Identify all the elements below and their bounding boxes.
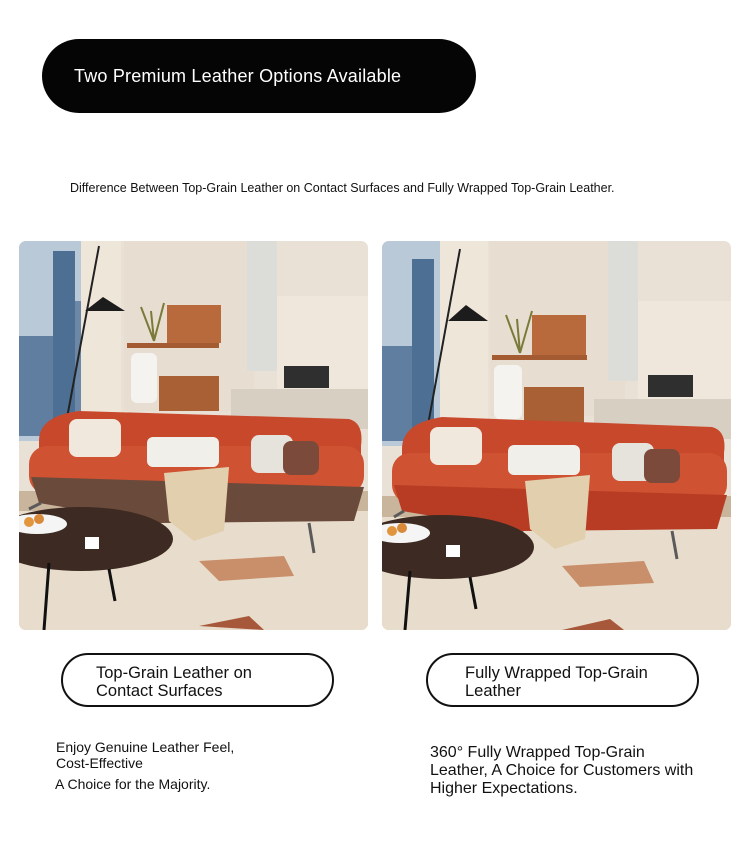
- description-line: Cost-Effective: [56, 755, 143, 771]
- option-label-text: [465, 664, 648, 700]
- description-line: Leather, A Choice for Customers with: [430, 762, 694, 779]
- description-line: Enjoy Genuine Leather Feel,: [56, 739, 235, 755]
- sofa-photo-fully-wrapped: [382, 241, 731, 630]
- description-line: 360° Fully Wrapped Top-Grain: [430, 744, 645, 761]
- description-line: Higher Expectations.: [430, 780, 578, 797]
- option-label-line: Contact Surfaces: [96, 682, 223, 700]
- option-description-contact-surfaces-tagline: A Choice for the Majority.: [55, 776, 211, 792]
- option-label-text: [96, 664, 252, 700]
- comparison-subtitle: Difference Between Top-Grain Leather on Contact Surfaces and Fully Wrapped Top-Grain Leather.: [70, 181, 615, 195]
- banner-title: Two Premium Leather Options Available: [74, 66, 402, 86]
- option-description-fully-wrapped: [430, 744, 730, 798]
- option-label-contact-surfaces: [61, 653, 334, 707]
- option-description-contact-surfaces: [56, 739, 316, 771]
- sofa-photo-contact-surfaces: [19, 241, 368, 630]
- title-banner: [42, 39, 476, 113]
- option-label-line: Leather: [465, 682, 521, 700]
- option-label-fully-wrapped: [426, 653, 699, 707]
- option-label-line: Fully Wrapped Top-Grain: [465, 664, 648, 682]
- option-label-line: Top-Grain Leather on: [96, 664, 252, 682]
